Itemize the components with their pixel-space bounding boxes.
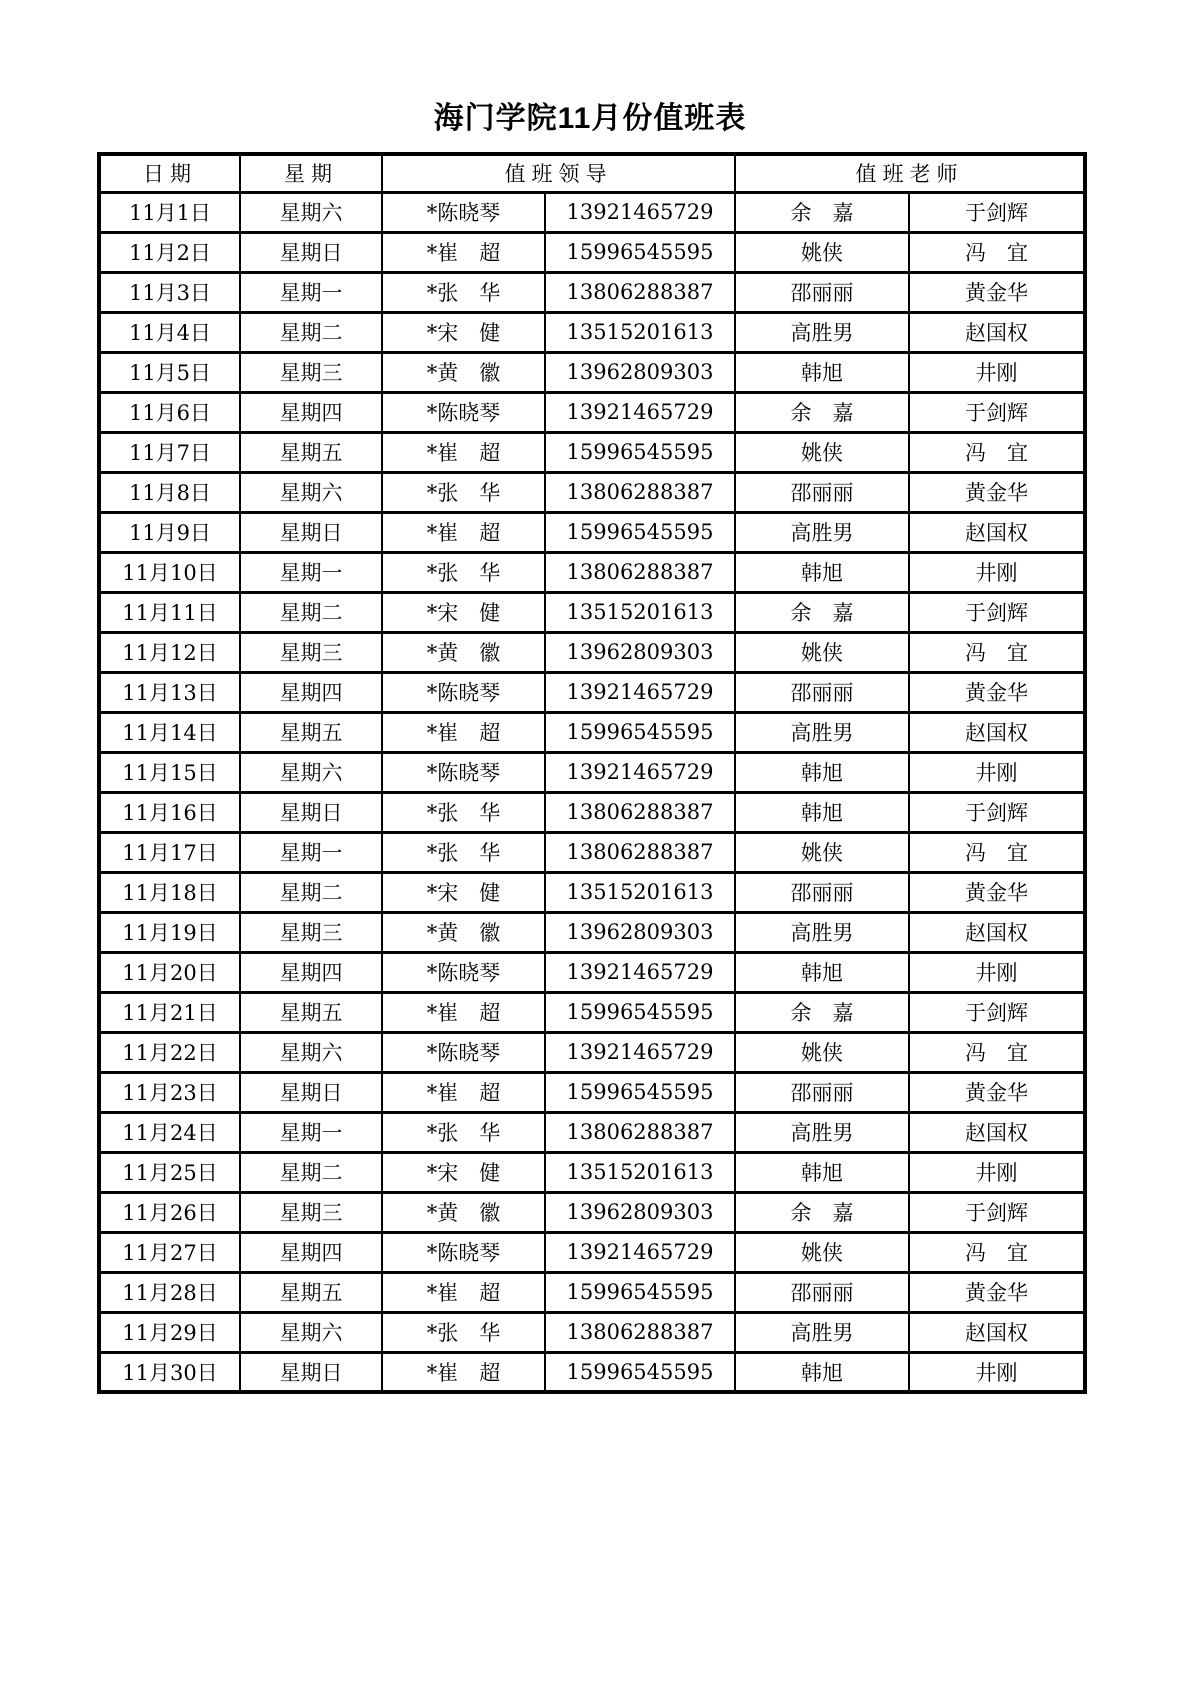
- table-row: [99, 472, 1085, 512]
- table-row: [99, 432, 1085, 472]
- cell-leader-name: *崔 超: [382, 1072, 545, 1112]
- cell-teacher-2: 于剑辉: [909, 192, 1085, 232]
- cell-teacher-2: 冯 宜: [909, 1232, 1085, 1272]
- cell-teacher-1: 高胜男: [735, 1112, 909, 1152]
- cell-teacher-1: 姚侠: [735, 432, 909, 472]
- cell-teacher-2: 黄金华: [909, 872, 1085, 912]
- cell-date: 11月8日: [99, 472, 240, 512]
- cell-leader-phone: 13962809303: [545, 632, 735, 672]
- cell-teacher-1: 余 嘉: [735, 992, 909, 1032]
- table-row: [99, 1152, 1085, 1192]
- cell-teacher-1: 高胜男: [735, 912, 909, 952]
- cell-weekday: 星期五: [240, 1272, 382, 1312]
- cell-teacher-2: 冯 宜: [909, 832, 1085, 872]
- cell-date: 11月26日: [99, 1192, 240, 1232]
- cell-weekday: 星期四: [240, 392, 382, 432]
- cell-weekday: 星期三: [240, 352, 382, 392]
- cell-teacher-2: 赵国权: [909, 912, 1085, 952]
- cell-teacher-2: 于剑辉: [909, 392, 1085, 432]
- table-row: [99, 312, 1085, 352]
- cell-leader-name: *陈晓琴: [382, 1032, 545, 1072]
- cell-date: 11月27日: [99, 1232, 240, 1272]
- cell-teacher-1: 姚侠: [735, 232, 909, 272]
- cell-leader-name: *陈晓琴: [382, 1232, 545, 1272]
- cell-date: 11月2日: [99, 232, 240, 272]
- cell-leader-name: *崔 超: [382, 232, 545, 272]
- cell-teacher-1: 高胜男: [735, 1312, 909, 1352]
- cell-teacher-2: 冯 宜: [909, 232, 1085, 272]
- table-row: [99, 712, 1085, 752]
- table-row: [99, 672, 1085, 712]
- cell-leader-name: *黄 徽: [382, 1192, 545, 1232]
- cell-date: 11月3日: [99, 272, 240, 312]
- cell-weekday: 星期五: [240, 432, 382, 472]
- cell-leader-phone: 15996545595: [545, 1072, 735, 1112]
- cell-leader-phone: 13806288387: [545, 272, 735, 312]
- table-row: [99, 872, 1085, 912]
- cell-leader-name: *宋 健: [382, 872, 545, 912]
- cell-teacher-2: 井刚: [909, 1152, 1085, 1192]
- table-row: [99, 192, 1085, 232]
- table-row: [99, 1032, 1085, 1072]
- cell-leader-phone: 13921465729: [545, 392, 735, 432]
- cell-weekday: 星期三: [240, 912, 382, 952]
- cell-leader-phone: 15996545595: [545, 1352, 735, 1392]
- cell-leader-phone: 13806288387: [545, 832, 735, 872]
- cell-leader-phone: 15996545595: [545, 712, 735, 752]
- cell-date: 11月20日: [99, 952, 240, 992]
- cell-teacher-2: 于剑辉: [909, 992, 1085, 1032]
- cell-weekday: 星期四: [240, 672, 382, 712]
- cell-leader-phone: 13962809303: [545, 352, 735, 392]
- header-date: 日期: [99, 154, 240, 192]
- cell-date: 11月5日: [99, 352, 240, 392]
- table-row: [99, 592, 1085, 632]
- cell-date: 11月28日: [99, 1272, 240, 1312]
- cell-leader-phone: 13921465729: [545, 952, 735, 992]
- cell-leader-name: *张 华: [382, 552, 545, 592]
- cell-weekday: 星期六: [240, 472, 382, 512]
- cell-teacher-1: 余 嘉: [735, 592, 909, 632]
- cell-weekday: 星期六: [240, 1312, 382, 1352]
- cell-leader-name: *崔 超: [382, 1272, 545, 1312]
- cell-weekday: 星期五: [240, 992, 382, 1032]
- table-row: [99, 1192, 1085, 1232]
- cell-leader-phone: 13921465729: [545, 1032, 735, 1072]
- cell-date: 11月11日: [99, 592, 240, 632]
- cell-leader-name: *陈晓琴: [382, 952, 545, 992]
- cell-teacher-1: 邵丽丽: [735, 1072, 909, 1112]
- cell-teacher-2: 黄金华: [909, 472, 1085, 512]
- cell-teacher-2: 黄金华: [909, 1272, 1085, 1312]
- table-row: [99, 912, 1085, 952]
- cell-date: 11月9日: [99, 512, 240, 552]
- cell-teacher-2: 井刚: [909, 352, 1085, 392]
- cell-teacher-1: 姚侠: [735, 1232, 909, 1272]
- cell-date: 11月25日: [99, 1152, 240, 1192]
- cell-leader-phone: 13921465729: [545, 752, 735, 792]
- cell-date: 11月29日: [99, 1312, 240, 1352]
- cell-date: 11月14日: [99, 712, 240, 752]
- cell-leader-phone: 15996545595: [545, 432, 735, 472]
- cell-teacher-1: 余 嘉: [735, 1192, 909, 1232]
- cell-teacher-1: 姚侠: [735, 632, 909, 672]
- table-row: [99, 832, 1085, 872]
- table-row: [99, 952, 1085, 992]
- cell-teacher-2: 赵国权: [909, 712, 1085, 752]
- table-row: [99, 792, 1085, 832]
- cell-date: 11月13日: [99, 672, 240, 712]
- header-weekday: 星期: [240, 154, 382, 192]
- cell-weekday: 星期日: [240, 232, 382, 272]
- cell-teacher-2: 井刚: [909, 752, 1085, 792]
- cell-leader-phone: 13806288387: [545, 552, 735, 592]
- cell-date: 11月15日: [99, 752, 240, 792]
- cell-teacher-2: 井刚: [909, 952, 1085, 992]
- cell-leader-name: *宋 健: [382, 1152, 545, 1192]
- cell-teacher-2: 冯 宜: [909, 632, 1085, 672]
- cell-leader-name: *崔 超: [382, 432, 545, 472]
- cell-leader-name: *宋 健: [382, 312, 545, 352]
- table-row: [99, 272, 1085, 312]
- cell-leader-phone: 13921465729: [545, 192, 735, 232]
- cell-teacher-2: 井刚: [909, 1352, 1085, 1392]
- duty-schedule-table: [97, 152, 1087, 1394]
- cell-teacher-2: 于剑辉: [909, 792, 1085, 832]
- cell-weekday: 星期五: [240, 712, 382, 752]
- cell-leader-phone: 13515201613: [545, 312, 735, 352]
- cell-teacher-2: 于剑辉: [909, 592, 1085, 632]
- cell-leader-phone: 13962809303: [545, 1192, 735, 1232]
- duty-table-body: [99, 192, 1085, 1392]
- cell-teacher-2: 赵国权: [909, 1312, 1085, 1352]
- cell-date: 11月12日: [99, 632, 240, 672]
- cell-date: 11月7日: [99, 432, 240, 472]
- cell-weekday: 星期二: [240, 312, 382, 352]
- cell-teacher-1: 邵丽丽: [735, 472, 909, 512]
- cell-date: 11月10日: [99, 552, 240, 592]
- cell-leader-phone: 13921465729: [545, 1232, 735, 1272]
- cell-weekday: 星期日: [240, 792, 382, 832]
- table-row: [99, 1232, 1085, 1272]
- table-row: [99, 392, 1085, 432]
- cell-leader-phone: 13515201613: [545, 1152, 735, 1192]
- cell-weekday: 星期四: [240, 1232, 382, 1272]
- header-row: [99, 154, 1085, 192]
- cell-teacher-2: 黄金华: [909, 272, 1085, 312]
- cell-leader-phone: 13806288387: [545, 1112, 735, 1152]
- cell-weekday: 星期一: [240, 1112, 382, 1152]
- cell-teacher-2: 井刚: [909, 552, 1085, 592]
- cell-leader-name: *崔 超: [382, 512, 545, 552]
- cell-date: 11月17日: [99, 832, 240, 872]
- cell-leader-phone: 15996545595: [545, 232, 735, 272]
- page-title: 海门学院11月份值班表: [433, 102, 747, 135]
- cell-date: 11月23日: [99, 1072, 240, 1112]
- table-row: [99, 1352, 1085, 1392]
- cell-teacher-1: 韩旭: [735, 352, 909, 392]
- cell-teacher-1: 韩旭: [735, 552, 909, 592]
- cell-weekday: 星期一: [240, 272, 382, 312]
- cell-weekday: 星期二: [240, 1152, 382, 1192]
- cell-weekday: 星期一: [240, 552, 382, 592]
- cell-teacher-2: 赵国权: [909, 512, 1085, 552]
- table-row: [99, 352, 1085, 392]
- cell-leader-name: *宋 健: [382, 592, 545, 632]
- cell-teacher-1: 韩旭: [735, 792, 909, 832]
- cell-teacher-2: 黄金华: [909, 1072, 1085, 1112]
- table-row: [99, 632, 1085, 672]
- cell-weekday: 星期三: [240, 1192, 382, 1232]
- table-row: [99, 512, 1085, 552]
- cell-teacher-1: 姚侠: [735, 832, 909, 872]
- cell-leader-phone: 15996545595: [545, 512, 735, 552]
- cell-leader-phone: 13962809303: [545, 912, 735, 952]
- cell-date: 11月24日: [99, 1112, 240, 1152]
- cell-teacher-2: 冯 宜: [909, 432, 1085, 472]
- cell-weekday: 星期二: [240, 872, 382, 912]
- cell-leader-name: *陈晓琴: [382, 192, 545, 232]
- cell-leader-name: *崔 超: [382, 1352, 545, 1392]
- cell-leader-name: *崔 超: [382, 992, 545, 1032]
- cell-leader-phone: 15996545595: [545, 1272, 735, 1312]
- cell-leader-name: *张 华: [382, 272, 545, 312]
- cell-weekday: 星期二: [240, 592, 382, 632]
- table-row: [99, 552, 1085, 592]
- cell-leader-name: *张 华: [382, 1312, 545, 1352]
- cell-leader-name: *张 华: [382, 472, 545, 512]
- cell-weekday: 星期六: [240, 752, 382, 792]
- table-row: [99, 992, 1085, 1032]
- cell-date: 11月6日: [99, 392, 240, 432]
- cell-teacher-1: 邵丽丽: [735, 672, 909, 712]
- cell-weekday: 星期日: [240, 1072, 382, 1112]
- table-row: [99, 1112, 1085, 1152]
- cell-leader-name: *张 华: [382, 1112, 545, 1152]
- cell-teacher-2: 黄金华: [909, 672, 1085, 712]
- cell-weekday: 星期一: [240, 832, 382, 872]
- cell-teacher-1: 韩旭: [735, 752, 909, 792]
- cell-teacher-2: 赵国权: [909, 312, 1085, 352]
- cell-teacher-1: 高胜男: [735, 712, 909, 752]
- cell-teacher-1: 姚侠: [735, 1032, 909, 1072]
- cell-weekday: 星期日: [240, 1352, 382, 1392]
- cell-leader-name: *黄 徽: [382, 352, 545, 392]
- cell-weekday: 星期日: [240, 512, 382, 552]
- cell-teacher-1: 韩旭: [735, 1152, 909, 1192]
- table-row: [99, 232, 1085, 272]
- cell-leader-name: *陈晓琴: [382, 672, 545, 712]
- cell-date: 11月4日: [99, 312, 240, 352]
- cell-date: 11月18日: [99, 872, 240, 912]
- cell-teacher-1: 韩旭: [735, 1352, 909, 1392]
- cell-date: 11月30日: [99, 1352, 240, 1392]
- cell-date: 11月21日: [99, 992, 240, 1032]
- cell-teacher-1: 邵丽丽: [735, 872, 909, 912]
- cell-teacher-2: 冯 宜: [909, 1032, 1085, 1072]
- cell-leader-phone: 13806288387: [545, 472, 735, 512]
- cell-weekday: 星期六: [240, 1032, 382, 1072]
- cell-leader-phone: 13515201613: [545, 592, 735, 632]
- cell-teacher-1: 高胜男: [735, 512, 909, 552]
- cell-date: 11月1日: [99, 192, 240, 232]
- cell-leader-name: *崔 超: [382, 712, 545, 752]
- cell-leader-phone: 13515201613: [545, 872, 735, 912]
- header-duty-teachers: 值班老师: [735, 154, 1085, 192]
- table-row: [99, 752, 1085, 792]
- cell-teacher-1: 邵丽丽: [735, 272, 909, 312]
- table-row: [99, 1312, 1085, 1352]
- cell-date: 11月22日: [99, 1032, 240, 1072]
- cell-leader-phone: 13921465729: [545, 672, 735, 712]
- cell-teacher-1: 韩旭: [735, 952, 909, 992]
- cell-leader-name: *陈晓琴: [382, 752, 545, 792]
- table-row: [99, 1072, 1085, 1112]
- cell-date: 11月16日: [99, 792, 240, 832]
- cell-teacher-1: 邵丽丽: [735, 1272, 909, 1312]
- cell-teacher-1: 高胜男: [735, 312, 909, 352]
- cell-leader-name: *黄 徽: [382, 632, 545, 672]
- cell-teacher-1: 余 嘉: [735, 192, 909, 232]
- cell-leader-name: *陈晓琴: [382, 392, 545, 432]
- cell-leader-name: *张 华: [382, 792, 545, 832]
- cell-teacher-2: 于剑辉: [909, 1192, 1085, 1232]
- header-duty-leader: 值班领导: [382, 154, 735, 192]
- cell-teacher-1: 余 嘉: [735, 392, 909, 432]
- cell-weekday: 星期六: [240, 192, 382, 232]
- cell-weekday: 星期三: [240, 632, 382, 672]
- cell-teacher-2: 赵国权: [909, 1112, 1085, 1152]
- cell-date: 11月19日: [99, 912, 240, 952]
- cell-weekday: 星期四: [240, 952, 382, 992]
- cell-leader-name: *黄 徽: [382, 912, 545, 952]
- cell-leader-phone: 13806288387: [545, 792, 735, 832]
- cell-leader-name: *张 华: [382, 832, 545, 872]
- cell-leader-phone: 13806288387: [545, 1312, 735, 1352]
- cell-leader-phone: 15996545595: [545, 992, 735, 1032]
- table-row: [99, 1272, 1085, 1312]
